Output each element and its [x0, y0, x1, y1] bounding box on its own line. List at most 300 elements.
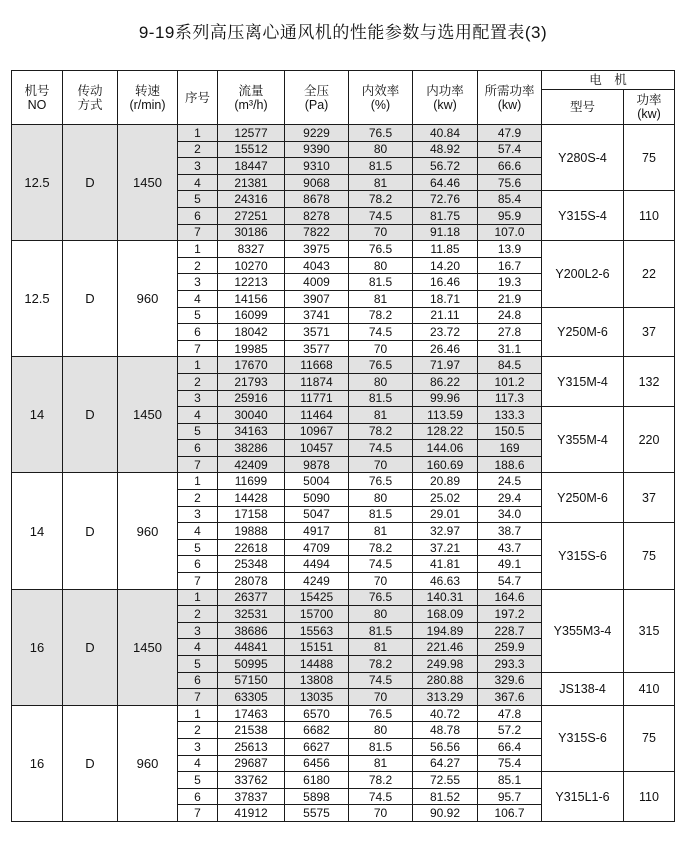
seq-cell: 5 — [178, 772, 218, 789]
pressure-cell: 5898 — [285, 788, 349, 805]
flow-cell: 33762 — [218, 772, 285, 789]
internal-power-cell: 140.31 — [413, 589, 478, 606]
required-power-cell: 19.3 — [478, 274, 542, 291]
efficiency-cell: 74.5 — [349, 324, 413, 341]
seq-cell: 2 — [178, 141, 218, 158]
flow-cell: 17670 — [218, 357, 285, 374]
table-row — [12, 705, 675, 722]
pressure-cell: 3571 — [285, 324, 349, 341]
pressure-cell: 15151 — [285, 639, 349, 656]
internal-power-cell: 56.56 — [413, 738, 478, 755]
pressure-cell: 11874 — [285, 373, 349, 390]
seq-cell: 4 — [178, 174, 218, 191]
drive-cell: D — [63, 125, 118, 241]
motor-power-cell: 75 — [624, 523, 675, 589]
flow-cell: 18042 — [218, 324, 285, 341]
required-power-cell: 164.6 — [478, 589, 542, 606]
seq-cell: 1 — [178, 589, 218, 606]
efficiency-cell: 70 — [349, 689, 413, 706]
efficiency-cell: 74.5 — [349, 672, 413, 689]
required-power-cell: 85.4 — [478, 191, 542, 208]
internal-power-cell: 280.88 — [413, 672, 478, 689]
flow-cell: 57150 — [218, 672, 285, 689]
fan-no-cell: 12.5 — [12, 241, 63, 357]
flow-cell: 17463 — [218, 705, 285, 722]
seq-cell: 1 — [178, 473, 218, 490]
internal-power-cell: 113.59 — [413, 407, 478, 424]
seq-cell: 4 — [178, 407, 218, 424]
header-pressure-text: 全压 (Pa) — [303, 83, 329, 112]
pressure-cell: 4043 — [285, 257, 349, 274]
speed-cell: 960 — [118, 473, 178, 589]
seq-cell: 6 — [178, 440, 218, 457]
seq-cell: 2 — [178, 490, 218, 507]
header-motor-power-text: 功率 (kw) — [636, 93, 662, 121]
seq-cell: 2 — [178, 373, 218, 390]
efficiency-cell: 70 — [349, 805, 413, 822]
pressure-cell: 5047 — [285, 506, 349, 523]
internal-power-cell: 249.98 — [413, 656, 478, 673]
header-speed-text: 转速 (r/min) — [129, 83, 166, 112]
pressure-cell: 4917 — [285, 523, 349, 540]
pressure-cell: 8678 — [285, 191, 349, 208]
drive-cell: D — [63, 473, 118, 589]
seq-cell: 3 — [178, 622, 218, 639]
drive-cell: D — [63, 357, 118, 473]
motor-power-cell: 110 — [624, 772, 675, 822]
flow-cell: 27251 — [218, 207, 285, 224]
flow-cell: 32531 — [218, 606, 285, 623]
internal-power-cell: 91.18 — [413, 224, 478, 241]
flow-cell: 14156 — [218, 290, 285, 307]
required-power-cell: 95.9 — [478, 207, 542, 224]
table-row — [12, 473, 675, 490]
internal-power-cell: 29.01 — [413, 506, 478, 523]
pressure-cell: 6570 — [285, 705, 349, 722]
pressure-cell: 3577 — [285, 340, 349, 357]
seq-cell: 1 — [178, 705, 218, 722]
seq-cell: 6 — [178, 556, 218, 573]
header-flow-text: 流量 — [238, 83, 264, 98]
seq-cell: 5 — [178, 307, 218, 324]
speed-cell: 1450 — [118, 357, 178, 473]
pressure-cell: 5575 — [285, 805, 349, 822]
internal-power-cell: 64.27 — [413, 755, 478, 772]
header-seq: 序号 — [178, 71, 218, 125]
header-efficiency-text: 内效率 (%) — [361, 83, 400, 112]
flow-cell: 38686 — [218, 622, 285, 639]
pressure-cell: 13808 — [285, 672, 349, 689]
motor-model-cell: Y355M-4 — [542, 407, 624, 473]
flow-cell: 42409 — [218, 456, 285, 473]
flow-cell: 34163 — [218, 423, 285, 440]
required-power-cell: 259.9 — [478, 639, 542, 656]
flow-cell: 28078 — [218, 573, 285, 590]
efficiency-cell: 81.5 — [349, 158, 413, 175]
internal-power-cell: 14.20 — [413, 257, 478, 274]
seq-cell: 2 — [178, 722, 218, 739]
internal-power-cell: 81.52 — [413, 788, 478, 805]
pressure-cell: 4494 — [285, 556, 349, 573]
motor-power-cell: 75 — [624, 125, 675, 191]
pressure-cell: 14488 — [285, 656, 349, 673]
seq-cell: 4 — [178, 523, 218, 540]
efficiency-cell: 76.5 — [349, 241, 413, 258]
efficiency-cell: 76.5 — [349, 589, 413, 606]
table-body — [12, 125, 675, 822]
efficiency-cell: 78.2 — [349, 307, 413, 324]
motor-power-cell: 315 — [624, 589, 675, 672]
internal-power-cell: 313.29 — [413, 689, 478, 706]
required-power-cell: 197.2 — [478, 606, 542, 623]
required-power-cell: 75.4 — [478, 755, 542, 772]
flow-cell: 63305 — [218, 689, 285, 706]
fan-no-cell: 14 — [12, 473, 63, 589]
internal-power-cell: 168.09 — [413, 606, 478, 623]
internal-power-cell: 221.46 — [413, 639, 478, 656]
internal-power-cell: 128.22 — [413, 423, 478, 440]
pressure-cell: 9390 — [285, 141, 349, 158]
fan-no-cell: 16 — [12, 589, 63, 705]
table-row — [12, 125, 675, 142]
flow-cell: 21538 — [218, 722, 285, 739]
flow-cell: 44841 — [218, 639, 285, 656]
flow-cell: 30186 — [218, 224, 285, 241]
internal-power-cell: 81.75 — [413, 207, 478, 224]
seq-cell: 4 — [178, 639, 218, 656]
seq-cell: 3 — [178, 738, 218, 755]
flow-cell: 8327 — [218, 241, 285, 258]
page-title: 9-19系列高压离心通风机的性能参数与选用配置表(3) — [138, 23, 548, 42]
fan-no-cell: 16 — [12, 705, 63, 821]
efficiency-cell: 81.5 — [349, 738, 413, 755]
required-power-cell: 31.1 — [478, 340, 542, 357]
pressure-cell: 5004 — [285, 473, 349, 490]
pressure-cell: 13035 — [285, 689, 349, 706]
seq-cell: 6 — [178, 324, 218, 341]
internal-power-cell: 16.46 — [413, 274, 478, 291]
motor-model-cell: JS138-4 — [542, 672, 624, 705]
header-required-power — [478, 71, 542, 125]
required-power-cell: 293.3 — [478, 656, 542, 673]
efficiency-cell: 70 — [349, 340, 413, 357]
efficiency-cell: 81.5 — [349, 506, 413, 523]
flow-cell: 25916 — [218, 390, 285, 407]
drive-cell: D — [63, 241, 118, 357]
efficiency-cell: 70 — [349, 456, 413, 473]
seq-cell: 6 — [178, 207, 218, 224]
efficiency-cell: 81 — [349, 407, 413, 424]
seq-cell: 7 — [178, 573, 218, 590]
internal-power-cell: 194.89 — [413, 622, 478, 639]
required-power-cell: 133.3 — [478, 407, 542, 424]
internal-power-cell: 25.02 — [413, 490, 478, 507]
efficiency-cell: 74.5 — [349, 440, 413, 457]
motor-power-cell: 132 — [624, 357, 675, 407]
efficiency-cell: 81.5 — [349, 390, 413, 407]
pressure-cell: 6627 — [285, 738, 349, 755]
pressure-cell: 15700 — [285, 606, 349, 623]
flow-cell: 17158 — [218, 506, 285, 523]
efficiency-cell: 76.5 — [349, 125, 413, 142]
required-power-cell: 38.7 — [478, 523, 542, 540]
header-internal-power — [413, 71, 478, 125]
motor-power-cell: 110 — [624, 191, 675, 241]
seq-cell: 2 — [178, 257, 218, 274]
internal-power-cell: 21.11 — [413, 307, 478, 324]
drive-cell: D — [63, 589, 118, 705]
internal-power-cell: 160.69 — [413, 456, 478, 473]
seq-cell: 7 — [178, 456, 218, 473]
seq-cell: 2 — [178, 606, 218, 623]
header-no-text: 机号 NO — [24, 83, 50, 112]
internal-power-cell: 46.63 — [413, 573, 478, 590]
pressure-cell: 4249 — [285, 573, 349, 590]
efficiency-cell: 81.5 — [349, 622, 413, 639]
internal-power-cell: 99.96 — [413, 390, 478, 407]
motor-power-cell: 22 — [624, 241, 675, 307]
internal-power-cell: 144.06 — [413, 440, 478, 457]
pressure-cell: 3975 — [285, 241, 349, 258]
efficiency-cell: 80 — [349, 722, 413, 739]
motor-model-cell: Y280S-4 — [542, 125, 624, 191]
flow-cell: 19888 — [218, 523, 285, 540]
header-efficiency — [349, 71, 413, 125]
efficiency-cell: 78.2 — [349, 423, 413, 440]
seq-cell: 5 — [178, 656, 218, 673]
flow-cell: 25613 — [218, 738, 285, 755]
motor-power-cell: 37 — [624, 307, 675, 357]
flow-cell: 16099 — [218, 307, 285, 324]
seq-cell: 1 — [178, 241, 218, 258]
motor-model-cell: Y250M-6 — [542, 473, 624, 523]
internal-power-cell: 48.78 — [413, 722, 478, 739]
required-power-cell: 47.8 — [478, 705, 542, 722]
efficiency-cell: 80 — [349, 490, 413, 507]
motor-model-cell: Y315L1-6 — [542, 772, 624, 822]
efficiency-cell: 74.5 — [349, 207, 413, 224]
efficiency-cell: 78.2 — [349, 191, 413, 208]
pressure-cell: 3907 — [285, 290, 349, 307]
internal-power-cell: 23.72 — [413, 324, 478, 341]
internal-power-cell: 72.76 — [413, 191, 478, 208]
seq-cell: 6 — [178, 672, 218, 689]
header-motor: 电 机 — [542, 71, 675, 90]
motor-power-cell: 75 — [624, 705, 675, 771]
flow-cell: 38286 — [218, 440, 285, 457]
seq-cell: 4 — [178, 755, 218, 772]
flow-cell: 26377 — [218, 589, 285, 606]
required-power-cell: 21.9 — [478, 290, 542, 307]
motor-model-cell: Y315M-4 — [542, 357, 624, 407]
flow-cell: 37837 — [218, 788, 285, 805]
required-power-cell: 24.8 — [478, 307, 542, 324]
efficiency-cell: 78.2 — [349, 539, 413, 556]
pressure-cell: 11771 — [285, 390, 349, 407]
efficiency-cell: 78.2 — [349, 656, 413, 673]
required-power-cell: 95.7 — [478, 788, 542, 805]
flow-cell: 19985 — [218, 340, 285, 357]
internal-power-cell: 86.22 — [413, 373, 478, 390]
pressure-cell: 15563 — [285, 622, 349, 639]
required-power-cell: 85.1 — [478, 772, 542, 789]
required-power-cell: 34.0 — [478, 506, 542, 523]
required-power-cell: 49.1 — [478, 556, 542, 573]
internal-power-cell: 71.97 — [413, 357, 478, 374]
fan-no-cell: 14 — [12, 357, 63, 473]
efficiency-cell: 78.2 — [349, 772, 413, 789]
seq-cell: 7 — [178, 340, 218, 357]
efficiency-cell: 80 — [349, 257, 413, 274]
drive-cell: D — [63, 705, 118, 821]
internal-power-cell: 32.97 — [413, 523, 478, 540]
pressure-cell: 11464 — [285, 407, 349, 424]
efficiency-cell: 74.5 — [349, 556, 413, 573]
pressure-cell: 8278 — [285, 207, 349, 224]
seq-cell: 1 — [178, 125, 218, 142]
required-power-cell: 228.7 — [478, 622, 542, 639]
table-row — [12, 241, 675, 258]
flow-cell: 50995 — [218, 656, 285, 673]
efficiency-cell: 81 — [349, 639, 413, 656]
header-speed — [118, 71, 178, 125]
required-power-cell: 150.5 — [478, 423, 542, 440]
performance-table — [11, 70, 675, 822]
flow-cell: 14428 — [218, 490, 285, 507]
seq-cell: 7 — [178, 689, 218, 706]
required-power-cell: 24.5 — [478, 473, 542, 490]
speed-cell: 960 — [118, 241, 178, 357]
efficiency-cell: 80 — [349, 606, 413, 623]
required-power-cell: 367.6 — [478, 689, 542, 706]
pressure-cell: 3741 — [285, 307, 349, 324]
required-power-cell: 169 — [478, 440, 542, 457]
pressure-cell: 4709 — [285, 539, 349, 556]
internal-power-cell: 20.89 — [413, 473, 478, 490]
internal-power-cell: 11.85 — [413, 241, 478, 258]
flow-cell: 10270 — [218, 257, 285, 274]
header-no — [12, 71, 63, 125]
header-required-power-text: 所需功率 (kw) — [484, 83, 535, 112]
flow-cell: 11699 — [218, 473, 285, 490]
header-internal-power-text: 内功率 (kw) — [426, 83, 464, 112]
motor-power-cell: 410 — [624, 672, 675, 705]
fan-no-cell: 12.5 — [12, 125, 63, 241]
pressure-cell: 15425 — [285, 589, 349, 606]
seq-cell: 6 — [178, 788, 218, 805]
flow-cell: 24316 — [218, 191, 285, 208]
pressure-cell: 9878 — [285, 456, 349, 473]
internal-power-cell: 37.21 — [413, 539, 478, 556]
required-power-cell: 188.6 — [478, 456, 542, 473]
required-power-cell: 101.2 — [478, 373, 542, 390]
pressure-cell: 6180 — [285, 772, 349, 789]
required-power-cell: 117.3 — [478, 390, 542, 407]
header-drive-text: 传动 方式 — [77, 83, 103, 112]
efficiency-cell: 81 — [349, 174, 413, 191]
header-flow — [218, 71, 285, 125]
pressure-cell: 11668 — [285, 357, 349, 374]
efficiency-cell: 76.5 — [349, 357, 413, 374]
pressure-cell: 4009 — [285, 274, 349, 291]
required-power-cell: 66.6 — [478, 158, 542, 175]
speed-cell: 1450 — [118, 125, 178, 241]
internal-power-cell: 56.72 — [413, 158, 478, 175]
seq-cell: 7 — [178, 805, 218, 822]
seq-cell: 3 — [178, 506, 218, 523]
flow-cell: 25348 — [218, 556, 285, 573]
internal-power-cell: 72.55 — [413, 772, 478, 789]
required-power-cell: 54.7 — [478, 573, 542, 590]
internal-power-cell: 41.81 — [413, 556, 478, 573]
required-power-cell: 66.4 — [478, 738, 542, 755]
motor-power-cell: 37 — [624, 473, 675, 523]
flow-cell: 21793 — [218, 373, 285, 390]
internal-power-cell: 64.46 — [413, 174, 478, 191]
motor-model-cell: Y200L2-6 — [542, 241, 624, 307]
pressure-cell: 9310 — [285, 158, 349, 175]
motor-model-cell: Y355M3-4 — [542, 589, 624, 672]
speed-cell: 1450 — [118, 589, 178, 705]
efficiency-cell: 81 — [349, 523, 413, 540]
flow-cell: 18447 — [218, 158, 285, 175]
internal-power-cell: 48.92 — [413, 141, 478, 158]
pressure-cell: 9229 — [285, 125, 349, 142]
header-motor-power — [624, 90, 675, 125]
header-flow-unit: (m³/h) — [234, 97, 268, 112]
pressure-cell: 6456 — [285, 755, 349, 772]
efficiency-cell: 81 — [349, 755, 413, 772]
efficiency-cell: 81.5 — [349, 274, 413, 291]
required-power-cell: 84.5 — [478, 357, 542, 374]
efficiency-cell: 76.5 — [349, 473, 413, 490]
required-power-cell: 57.4 — [478, 141, 542, 158]
internal-power-cell: 90.92 — [413, 805, 478, 822]
efficiency-cell: 80 — [349, 373, 413, 390]
efficiency-cell: 81 — [349, 290, 413, 307]
pressure-cell: 10457 — [285, 440, 349, 457]
required-power-cell: 75.6 — [478, 174, 542, 191]
seq-cell: 4 — [178, 290, 218, 307]
pressure-cell: 6682 — [285, 722, 349, 739]
required-power-cell: 47.9 — [478, 125, 542, 142]
required-power-cell: 16.7 — [478, 257, 542, 274]
required-power-cell: 27.8 — [478, 324, 542, 341]
flow-cell: 29687 — [218, 755, 285, 772]
seq-cell: 5 — [178, 539, 218, 556]
required-power-cell: 329.6 — [478, 672, 542, 689]
table-row — [12, 589, 675, 606]
pressure-cell: 9068 — [285, 174, 349, 191]
motor-model-cell: Y250M-6 — [542, 307, 624, 357]
internal-power-cell: 40.72 — [413, 705, 478, 722]
motor-model-cell: Y315S-6 — [542, 705, 624, 771]
efficiency-cell: 76.5 — [349, 705, 413, 722]
seq-cell: 3 — [178, 158, 218, 175]
required-power-cell: 43.7 — [478, 539, 542, 556]
flow-cell: 41912 — [218, 805, 285, 822]
speed-cell: 960 — [118, 705, 178, 821]
seq-cell: 5 — [178, 423, 218, 440]
flow-cell: 21381 — [218, 174, 285, 191]
pressure-cell: 5090 — [285, 490, 349, 507]
pressure-cell: 7822 — [285, 224, 349, 241]
flow-cell: 30040 — [218, 407, 285, 424]
required-power-cell: 106.7 — [478, 805, 542, 822]
required-power-cell: 57.2 — [478, 722, 542, 739]
pressure-cell: 10967 — [285, 423, 349, 440]
seq-cell: 3 — [178, 274, 218, 291]
